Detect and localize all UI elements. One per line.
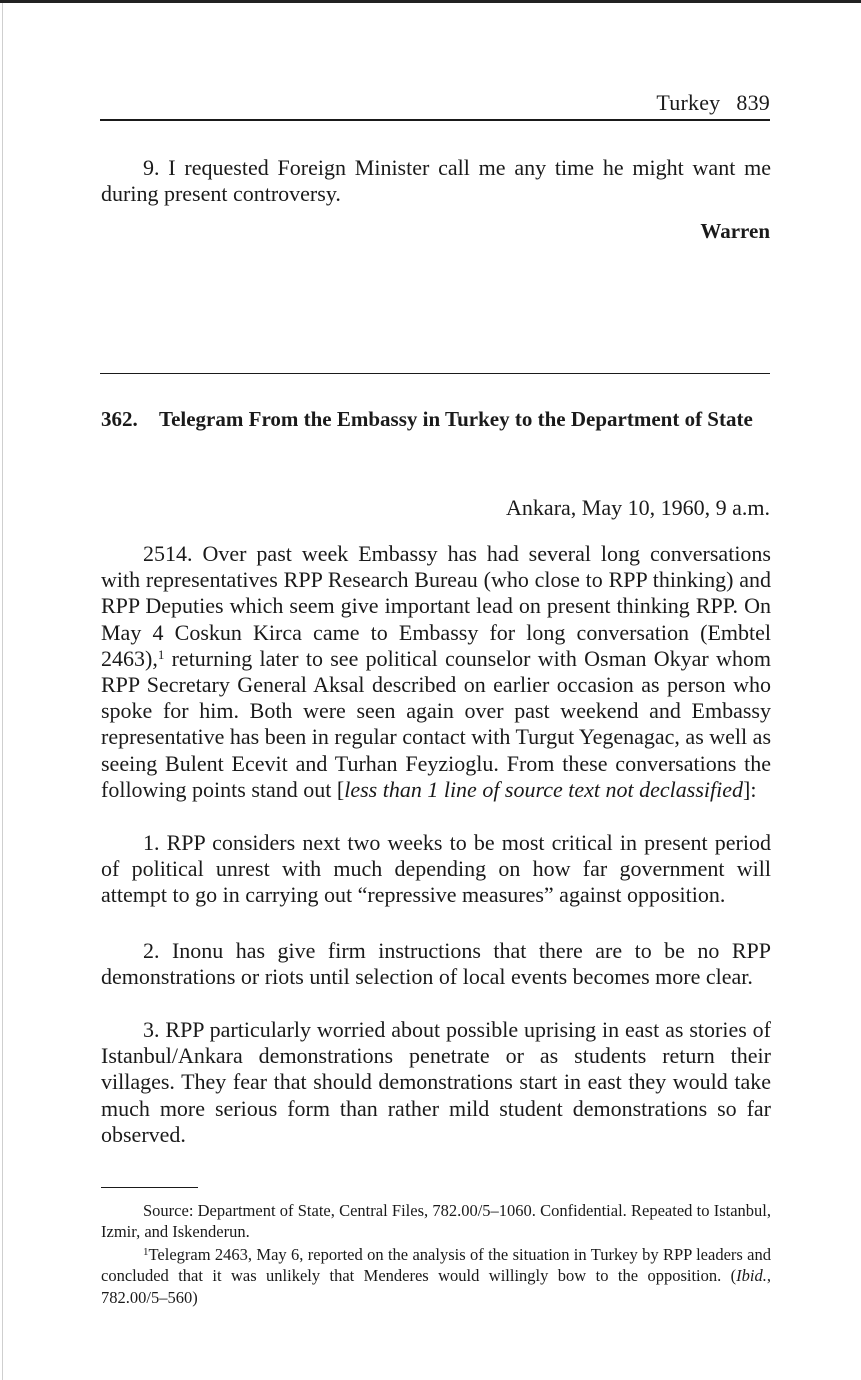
document-title: Telegram From the Embassy in Turkey to the Department of State	[159, 407, 753, 431]
document-number: 362.	[101, 407, 138, 431]
previous-paragraph-9: 9. I requested Foreign Minister call me any time he might want me during present controversy.	[101, 155, 771, 207]
intro-text-part-2: returning later to see political counselor with Osman Okyar whom RPP Secretary General Aksal described on earlier occasion as person who spoke for him. Both were seen again over past weekend and Embassy representative has been in regular contact with Turgut Yegenagac, as well as seeing Bulent Ecevit and Turhan Feyzioglu. From these conversations the following points stand out [	[101, 645, 771, 802]
scan-border-top	[0, 0, 861, 3]
editorial-note: less than 1 line of source text not declassified	[344, 776, 744, 802]
header-rule	[100, 119, 770, 121]
page-number: 839	[736, 90, 770, 115]
running-head	[100, 89, 770, 117]
dateline: Ankara, May 10, 1960, 9 a.m.	[506, 495, 770, 520]
running-head-title: Turkey	[656, 90, 721, 115]
intro-closing: ]:	[743, 776, 757, 802]
signature: Warren	[700, 219, 770, 243]
scan-border-left	[2, 3, 3, 1380]
point-1: 1. RPP considers next two weeks to be most critical in present period of political unrest with much depending on how far government will attempt to go in carrying out “repressive measures” against opposition.	[101, 830, 771, 908]
footnote-rule	[101, 1187, 198, 1188]
footnote-1-marker: 1	[143, 1246, 149, 1258]
section-rule	[100, 373, 770, 374]
footnote-1	[101, 1244, 771, 1308]
intro-text-part-1: 2514. Over past week Embassy has had several long conversations with representatives RPP Research Bureau (who close to RPP thinking) and RPP Deputies which seem give important lead on present thinking RPP. On May 4 Coskun Kirca came to Embassy for long conversation (Embtel 2463),	[101, 541, 771, 671]
document-heading	[101, 406, 771, 433]
source-note: Source: Department of State, Central Files, 782.00/5–1060. Confidential. Repeated to Istanbul, Izmir, and Iskenderun.	[101, 1201, 771, 1242]
intro-paragraph	[101, 541, 771, 803]
footnote-1-text: Telegram 2463, May 6, reported on the analysis of the situation in Turkey by RPP leaders and concluded that it was unlikely that Menderes would willingly bow to the opposition. (	[101, 1245, 771, 1286]
point-2: 2. Inonu has give firm instructions that there are to be no RPP demonstrations or riots until selection of local events becomes more clear.	[101, 938, 771, 990]
point-3: 3. RPP particularly worried about possible uprising in east as stories of Istanbul/Ankara demonstrations penetrate or as students return their villages. They fear that should demonstrations start in east they would take much more serious form than rather mild student demonstrations so far observed.	[101, 1017, 771, 1147]
footnote-reference: 1	[157, 646, 165, 662]
footnote-1-citation: , 782.00/5–560)	[101, 1266, 771, 1307]
footnote-1-ibid: Ibid.	[736, 1266, 767, 1286]
